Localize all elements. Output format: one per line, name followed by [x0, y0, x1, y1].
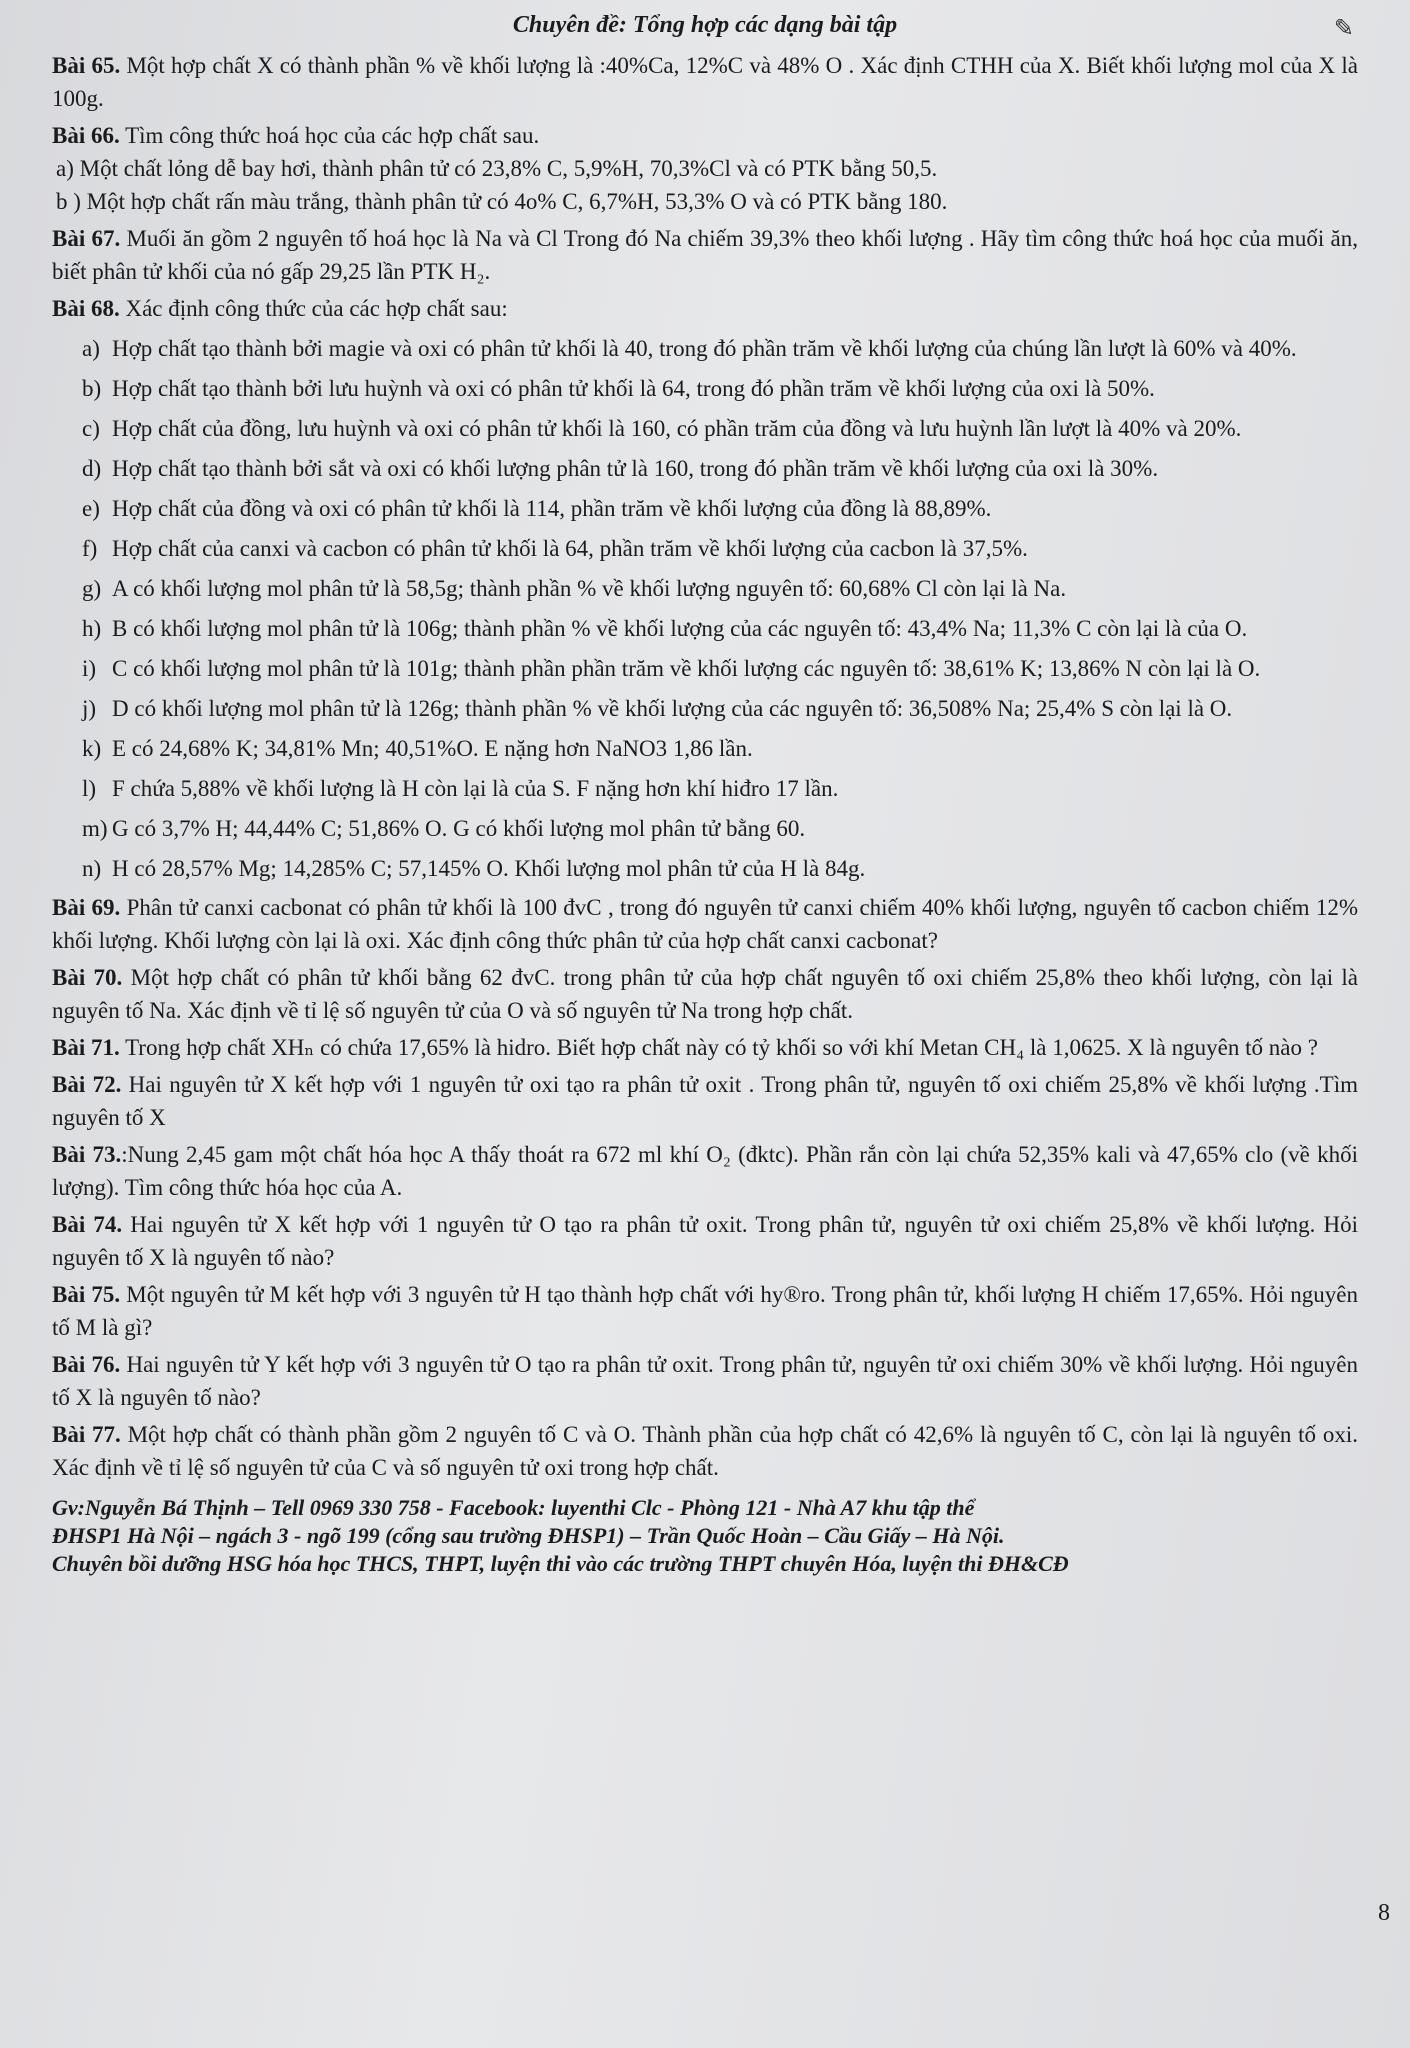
exercise-text: Muối ăn gồm 2 nguyên tố hoá học là Na và Cl Trong đó Na chiếm 39,3% theo khối lượng . Hãy tìm công thức hoá học của muối ăn, biết phân tử khối của nó gấp 29,25 lần PTK H₂. — [52, 226, 1359, 284]
exercise-number: Bài 70. — [52, 965, 123, 990]
exercise-text: Phân tử canxi cacbonat có phân tử khối là 100 đvC , trong đó nguyên tử canxi chiếm 40% khối lượng, nguyên tố cacbon chiếm 12% khối lượng. Khối lượng còn lại là oxi. Xác định công thức phân tử của hợp chất canxi cacbonat? — [52, 895, 1358, 953]
item-text: Hợp chất tạo thành bởi magie và oxi có phân tử khối là 40, trong đó phần trăm về khối lượng của chúng lần lượt là 60% và 40%. — [112, 336, 1297, 361]
exercise-text: Một hợp chất X có thành phần % về khối lượng là :40%Ca, 12%C và 48% O . Xác định CTHH của X. Biết khối lượng mol của X là 100g. — [52, 53, 1358, 111]
exercise-text: Trong hợp chất XHₙ có chứa 17,65% là hidro. Biết hợp chất này có tỷ khối so với khí Metan CH₄ là 1,0625. X là nguyên tố nào ? — [119, 1035, 1318, 1060]
item-label: h) — [82, 616, 102, 641]
item-label: a) — [82, 336, 100, 361]
exercise-number: Bài 71. — [52, 1035, 120, 1060]
item-label: f) — [82, 536, 98, 561]
exercise-text: Một hợp chất có phân tử khối bằng 62 đvC. trong phân tử của hợp chất nguyên tố oxi chiếm 25,8% theo khối lượng, còn lại là nguyên tố Na. Xác định về tỉ lệ số nguyên tử của O và số nguyên tử Na trong hợp chất. — [52, 965, 1359, 1023]
pencil-icon: ✎ — [1333, 16, 1354, 42]
page-number: 8 — [1378, 1900, 1390, 1926]
item-text: H có 28,57% Mg; 14,285% C; 57,145% O. Khối lượng mol phân tử của H là 84g. — [112, 856, 866, 881]
item-text: F chứa 5,88% về khối lượng là H còn lại là của S. F nặng hơn khí hiđro 17 lần. — [112, 776, 839, 801]
item-text: Hợp chất của đồng và oxi có phân tử khối là 114, phần trăm về khối lượng của đồng là 88,89%. — [112, 496, 992, 521]
exercise-text: Một nguyên tử M kết hợp với 3 nguyên tử H tạo thành hợp chất với hy®ro. Trong phân tử, khối lượng H chiếm 17,65%. Hỏi nguyên tố M là gì? — [52, 1282, 1358, 1340]
exercise-77 — [52, 1418, 1358, 1484]
exercise-text: Hai nguyên tử Y kết hợp với 3 nguyên tử O tạo ra phân tử oxit. Trong phân tử, nguyên tử oxi chiếm 30% về khối lượng. Hỏi nguyên tố X là nguyên tố nào? — [52, 1352, 1358, 1410]
exercise-list-2 — [52, 891, 1358, 1484]
exercise-number: Bài 72. — [52, 1072, 122, 1097]
item-text: Hợp chất tạo thành bởi sắt và oxi có khối lượng phân tử là 160, trong đó phần trăm về khối lượng của oxi là 30%. — [112, 456, 1159, 481]
footer-line: Gv:Nguyễn Bá Thịnh – Tell 0969 330 758 - Facebook: luyenthi Clc - Phòng 121 - Nhà A7 khu tập thể — [52, 1495, 975, 1520]
item-label: k) — [82, 736, 102, 761]
item-text: D có khối lượng mol phân tử là 126g; thành phần % về khối lượng của các nguyên tố: 36,508% Na; 25,4% S còn lại là O. — [112, 696, 1233, 721]
exercise-67 — [52, 222, 1358, 288]
item-text: B có khối lượng mol phân tử là 106g; thành phần % về khối lượng của các nguyên tố: 43,4% Na; 11,3% C còn lại là của O. — [112, 616, 1248, 641]
exercise-sub-line: b ) Một hợp chất rấn màu trắng, thành phân tử có 4o% C, 6,7%H, 53,3% O và có PTK bằng 180. — [56, 189, 948, 214]
exercise-number: Bài 75. — [52, 1282, 121, 1307]
list-item — [82, 451, 1358, 487]
exercise-number: Bài 65. — [52, 53, 121, 78]
exercise-text: Tìm công thức hoá học của các hợp chất sau. — [119, 123, 540, 148]
item-label: n) — [82, 856, 102, 881]
exercise-text: Một hợp chất có thành phần gồm 2 nguyên tố C và O. Thành phần của hợp chất có 42,6% là nguyên tố C, còn lại là nguyên tố oxi. Xác định về tỉ lệ số nguyên tử của C và số nguyên tử oxi trong hợp chất. — [52, 1422, 1359, 1480]
exercise-number: Bài 77. — [52, 1422, 121, 1447]
item-label: d) — [82, 456, 102, 481]
list-item — [82, 651, 1358, 687]
list-item — [82, 331, 1358, 367]
exercise-73 — [52, 1138, 1358, 1204]
exercise-text: :Nung 2,45 gam một chất hóa học A thấy thoát ra 672 ml khí O₂ (đktc). Phần rắn còn lại chứa 52,35% kali và 47,65% clo (về khối lượng). Tìm công thức hóa học của A. — [52, 1142, 1358, 1200]
list-item — [82, 731, 1358, 767]
page-footer — [52, 1494, 1358, 1578]
exercise-list-1 — [52, 49, 1358, 325]
item-text: C có khối lượng mol phân tử là 101g; thành phần phần trăm về khối lượng các nguyên tố: 38,61% K; 13,86% N còn lại là O. — [112, 656, 1261, 681]
exercise-number: Bài 69. — [52, 895, 121, 920]
exercise-text: Hai nguyên tử X kết hợp với 1 nguyên tử O tạo ra phân tử oxit. Trong phân tử, nguyên tử oxi chiếm 25,8% về khối lượng. Hỏi nguyên tố X là nguyên tố nào? — [52, 1212, 1358, 1270]
exercise-sub-line: a) Một chất lỏng dễ bay hơi, thành phân tử có 23,8% C, 5,9%H, 70,3%Cl và có PTK bằng 50,5. — [56, 156, 938, 181]
exercise-number: Bài 66. — [52, 123, 120, 148]
exercise-65 — [52, 49, 1358, 115]
list-item — [82, 571, 1358, 607]
list-item — [82, 531, 1358, 567]
exercise-72 — [52, 1068, 1358, 1134]
item-text: E có 24,68% K; 34,81% Mn; 40,51%O. E nặng hơn NaNO3 1,86 lần. — [112, 736, 753, 761]
item-text: Hợp chất của đồng, lưu huỳnh và oxi có phân tử khối là 160, có phần trăm của đồng và lưu huỳnh lần lượt là 40% và 20%. — [112, 416, 1242, 441]
list-item — [82, 851, 1358, 887]
exercise-number: Bài 68. — [52, 296, 120, 321]
item-text: G có 3,7% H; 44,44% C; 51,86% O. G có khối lượng mol phân tử bằng 60. — [112, 816, 806, 841]
exercise-number: Bài 73. — [52, 1142, 122, 1167]
page-header: Chuyên đề: Tổng hợp các dạng bài tập — [512, 12, 898, 38]
exercise-number: Bài 76. — [52, 1352, 121, 1377]
list-item — [82, 811, 1358, 847]
exercise-68-items — [82, 331, 1358, 887]
exercise-76 — [52, 1348, 1358, 1414]
exercise-75 — [52, 1278, 1358, 1344]
item-label: c) — [82, 416, 100, 441]
exercise-69 — [52, 891, 1358, 957]
exercise-71 — [52, 1031, 1358, 1064]
item-label: e) — [82, 496, 100, 521]
item-text: Hợp chất của canxi và cacbon có phân tử khối là 64, phần trăm về khối lượng của cacbon là 37,5%. — [112, 536, 1028, 561]
exercise-text: Xác định công thức của các hợp chất sau: — [119, 296, 508, 321]
exercise-66 — [52, 119, 1358, 218]
list-item — [82, 411, 1358, 447]
list-item — [82, 691, 1358, 727]
footer-line: ĐHSP1 Hà Nội – ngách 3 - ngõ 199 (cổng sau trường ĐHSP1) – Trần Quốc Hoàn – Cầu Giấy – Hà Nội. — [52, 1523, 1005, 1548]
list-item — [82, 371, 1358, 407]
list-item — [82, 491, 1358, 527]
exercise-text: Hai nguyên tử X kết hợp với 1 nguyên tử oxi tạo ra phân tử oxit . Trong phân tử, nguyên tố oxi chiếm 25,8% về khối lượng .Tìm nguyên tố X — [52, 1072, 1358, 1130]
list-item — [82, 771, 1358, 807]
exercise-number: Bài 74. — [52, 1212, 123, 1237]
item-text: A có khối lượng mol phân tử là 58,5g; thành phần % về khối lượng nguyên tố: 60,68% Cl còn lại là Na. — [112, 576, 1067, 601]
exercise-74 — [52, 1208, 1358, 1274]
item-label: j) — [82, 696, 97, 721]
item-label: g) — [82, 576, 102, 601]
exercise-number: Bài 67. — [52, 226, 121, 251]
item-label: m) — [82, 816, 108, 841]
item-label: i) — [82, 656, 97, 681]
list-item — [82, 611, 1358, 647]
exercise-68 — [52, 292, 1358, 325]
item-text: Hợp chất tạo thành bởi lưu huỳnh và oxi có phân tử khối là 64, trong đó phần trăm về khối lượng của oxi là 50%. — [112, 376, 1155, 401]
item-label: l) — [82, 776, 97, 801]
exercise-70 — [52, 961, 1358, 1027]
footer-line: Chuyên bồi dưỡng HSG hóa học THCS, THPT, luyện thi vào các trường THPT chuyên Hóa, luyện thi ĐH&CĐ — [52, 1551, 1069, 1576]
item-label: b) — [82, 376, 102, 401]
